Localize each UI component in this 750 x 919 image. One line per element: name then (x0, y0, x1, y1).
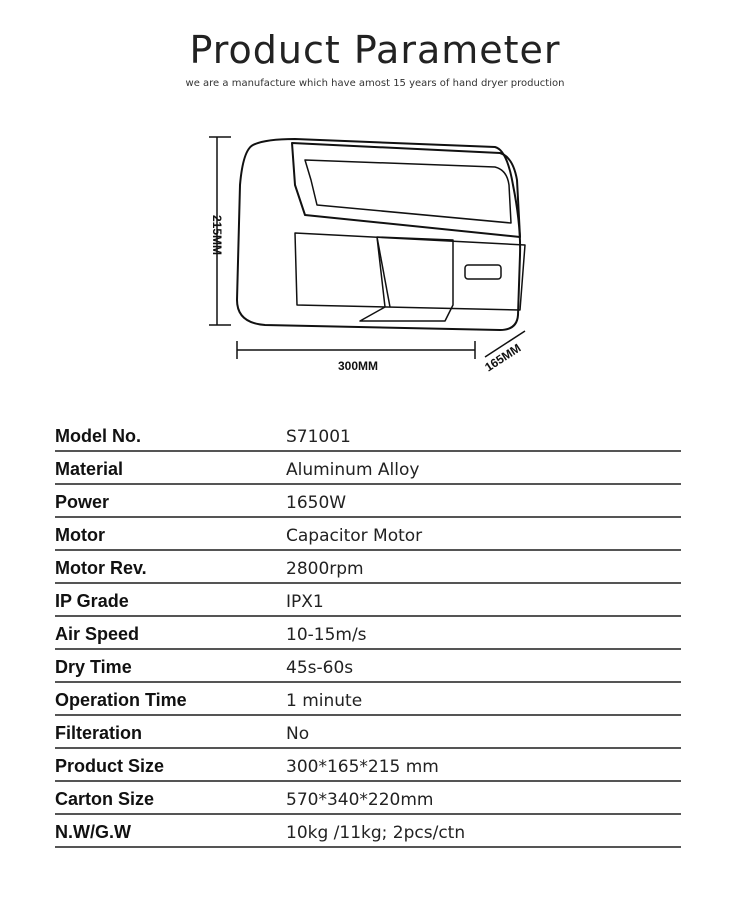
table-row (55, 484, 681, 517)
spec-label: Product Size (55, 748, 286, 781)
table-row (55, 814, 681, 847)
table-row (55, 616, 681, 649)
spec-label: Air Speed (55, 616, 286, 649)
height-dimension-label: 215MM (210, 214, 224, 256)
table-row (55, 583, 681, 616)
spec-label: Filteration (55, 715, 286, 748)
spec-value: 45s-60s (286, 649, 681, 682)
spec-value: 10kg /11kg; 2pcs/ctn (286, 814, 681, 847)
spec-label: Model No. (55, 418, 286, 451)
spec-label: IP Grade (55, 583, 286, 616)
spec-value: 570*340*220mm (286, 781, 681, 814)
page-title: Product Parameter (189, 28, 561, 72)
table-row (55, 451, 681, 484)
spec-label: Carton Size (55, 781, 286, 814)
depth-dimension-label: 165MM (482, 340, 524, 375)
spec-value: 300*165*215 mm (286, 748, 681, 781)
spec-value: 2800rpm (286, 550, 681, 583)
spec-value: Aluminum Alloy (286, 451, 681, 484)
table-row (55, 649, 681, 682)
spec-value: IPX1 (286, 583, 681, 616)
spec-label: Material (55, 451, 286, 484)
table-row (55, 781, 681, 814)
spec-label: Operation Time (55, 682, 286, 715)
table-row (55, 748, 681, 781)
spec-value: 1 minute (286, 682, 681, 715)
spec-label: Power (55, 484, 286, 517)
table-row (55, 715, 681, 748)
table-row (55, 517, 681, 550)
spec-label: N.W/G.W (55, 814, 286, 847)
spec-label: Motor Rev. (55, 550, 286, 583)
spec-value: 1650W (286, 484, 681, 517)
spec-value: No (286, 715, 681, 748)
spec-value: Capacitor Motor (286, 517, 681, 550)
table-row (55, 682, 681, 715)
spec-value: S71001 (286, 418, 681, 451)
spec-value: 10-15m/s (286, 616, 681, 649)
parameter-table (55, 418, 681, 848)
width-dimension-label: 300MM (337, 359, 379, 373)
spec-label: Motor (55, 517, 286, 550)
page-subtitle: we are a manufacture which have amost 15 years of hand dryer production (185, 78, 565, 89)
spec-label: Dry Time (55, 649, 286, 682)
hand-dryer-drawing (195, 125, 555, 385)
table-row (55, 418, 681, 451)
table-row (55, 550, 681, 583)
